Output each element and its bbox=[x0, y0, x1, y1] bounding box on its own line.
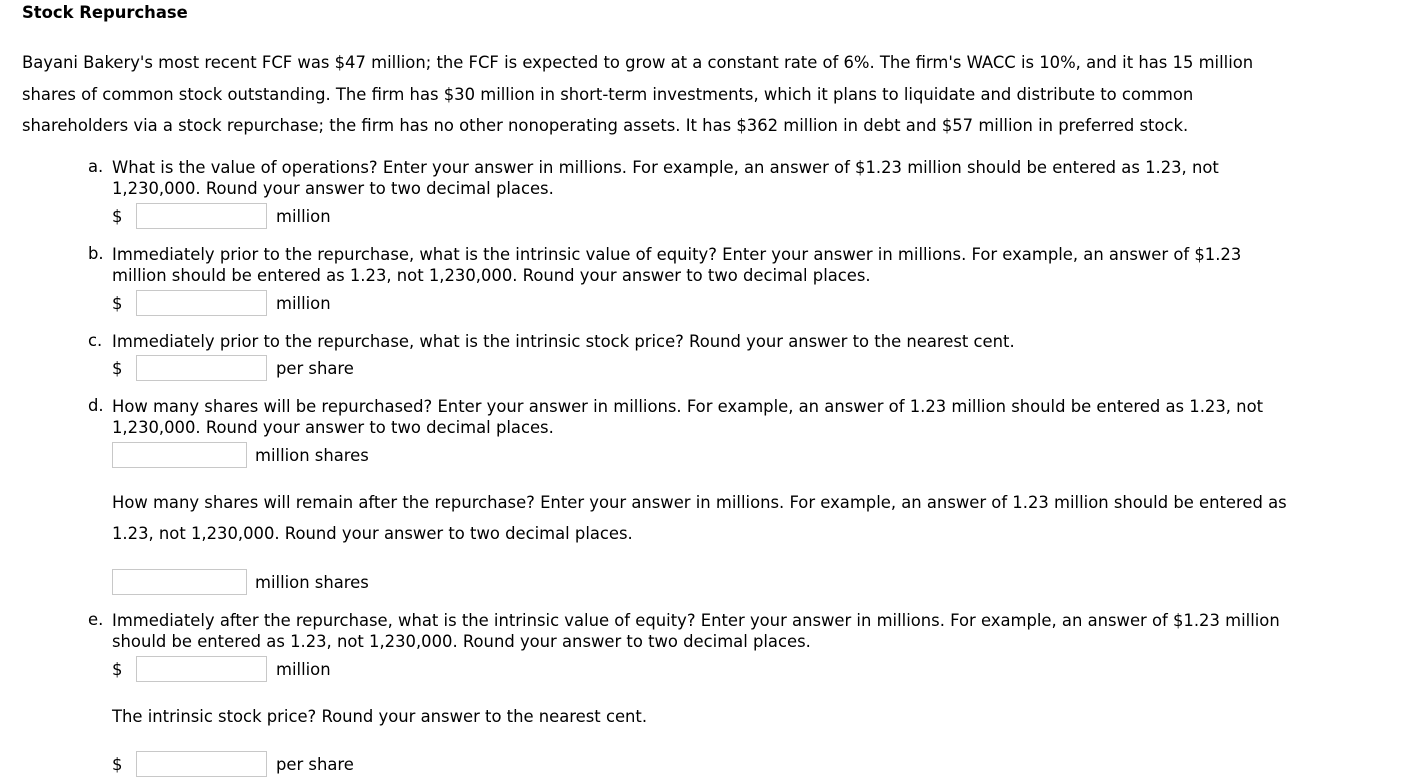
question-marker: e. bbox=[88, 610, 104, 629]
unit-label: million bbox=[276, 293, 331, 313]
unit-label: million shares bbox=[255, 572, 369, 592]
unit-label: million bbox=[276, 659, 331, 679]
currency-symbol: $ bbox=[112, 659, 123, 679]
currency-symbol: $ bbox=[112, 206, 123, 226]
question-text: should be entered as 1.23, not 1,230,000. Round your answer to two decimal places. bbox=[112, 632, 811, 651]
question-e bbox=[88, 610, 1418, 652]
question-marker: a. bbox=[88, 157, 104, 176]
unit-label: per share bbox=[276, 358, 354, 378]
answer-row-e bbox=[112, 654, 331, 684]
question-text: Immediately prior to the repurchase, what is the intrinsic value of equity? Enter your answer in millions. For example, an answer of $1.23 bbox=[112, 245, 1242, 264]
question-c bbox=[88, 331, 1418, 352]
equity-value-before-input[interactable] bbox=[136, 290, 267, 316]
question-text: The intrinsic stock price? Round your answer to the nearest cent. bbox=[112, 707, 648, 726]
unit-label: million bbox=[276, 206, 331, 226]
question-marker: d. bbox=[88, 396, 104, 415]
answer-row-c bbox=[112, 353, 354, 383]
problem-line: Bayani Bakery's most recent FCF was $47 million; the FCF is expected to grow at a constant rate of 6%. The firm's WACC is 10%, and it has 15 million bbox=[22, 53, 1254, 72]
unit-label: per share bbox=[276, 754, 354, 774]
answer-row-b bbox=[112, 288, 331, 318]
question-d bbox=[88, 396, 1418, 438]
problem-statement bbox=[22, 47, 1417, 142]
question-marker: b. bbox=[88, 244, 104, 263]
question-e-followup bbox=[112, 701, 647, 732]
question-text: 1,230,000. Round your answer to two decimal places. bbox=[112, 418, 554, 437]
stock-price-before-input[interactable] bbox=[136, 355, 267, 381]
question-b bbox=[88, 244, 1418, 286]
value-of-operations-input[interactable] bbox=[136, 203, 267, 229]
answer-row-a bbox=[112, 201, 331, 231]
currency-symbol: $ bbox=[112, 358, 123, 378]
problem-line: shareholders via a stock repurchase; the firm has no other nonoperating assets. It has $362 million in debt and $57 million in preferred stock. bbox=[22, 116, 1189, 135]
problem-line: shares of common stock outstanding. The firm has $30 million in short-term investments, which it plans to liquidate and distribute to common bbox=[22, 84, 1194, 104]
answer-row-d bbox=[112, 440, 369, 470]
question-text: Immediately prior to the repurchase, what is the intrinsic stock price? Round your answer to the nearest cent. bbox=[112, 332, 1015, 351]
shares-remaining-input[interactable] bbox=[112, 569, 247, 595]
equity-value-after-input[interactable] bbox=[136, 656, 267, 682]
page-title: Stock Repurchase bbox=[22, 3, 188, 22]
question-text: How many shares will be repurchased? Enter your answer in millions. For example, an answer of 1.23 million should be entered as 1.23, not bbox=[112, 397, 1264, 416]
question-text: What is the value of operations? Enter your answer in millions. For example, an answer of $1.23 million should be entered as 1.23, not bbox=[112, 158, 1219, 177]
currency-symbol: $ bbox=[112, 293, 123, 313]
question-text: 1,230,000. Round your answer to two decimal places. bbox=[112, 179, 554, 198]
answer-row-d-followup bbox=[112, 567, 369, 597]
question-marker: c. bbox=[88, 331, 103, 350]
answer-row-e-followup bbox=[112, 749, 354, 779]
question-a bbox=[88, 157, 1418, 199]
question-text: 1.23, not 1,230,000. Round your answer to two decimal places. bbox=[112, 524, 633, 543]
question-text: million should be entered as 1.23, not 1,230,000. Round your answer to two decimal places. bbox=[112, 266, 871, 285]
unit-label: million shares bbox=[255, 445, 369, 465]
stock-price-after-input[interactable] bbox=[136, 751, 267, 777]
question-text: How many shares will remain after the repurchase? Enter your answer in millions. For example, an answer of 1.23 million should be entered as bbox=[112, 493, 1287, 512]
question-d-followup bbox=[112, 487, 1287, 549]
shares-repurchased-input[interactable] bbox=[112, 442, 247, 468]
currency-symbol: $ bbox=[112, 754, 123, 774]
question-text: Immediately after the repurchase, what is the intrinsic value of equity? Enter your answer in millions. For example, an answer of $1.23 million bbox=[112, 611, 1280, 630]
